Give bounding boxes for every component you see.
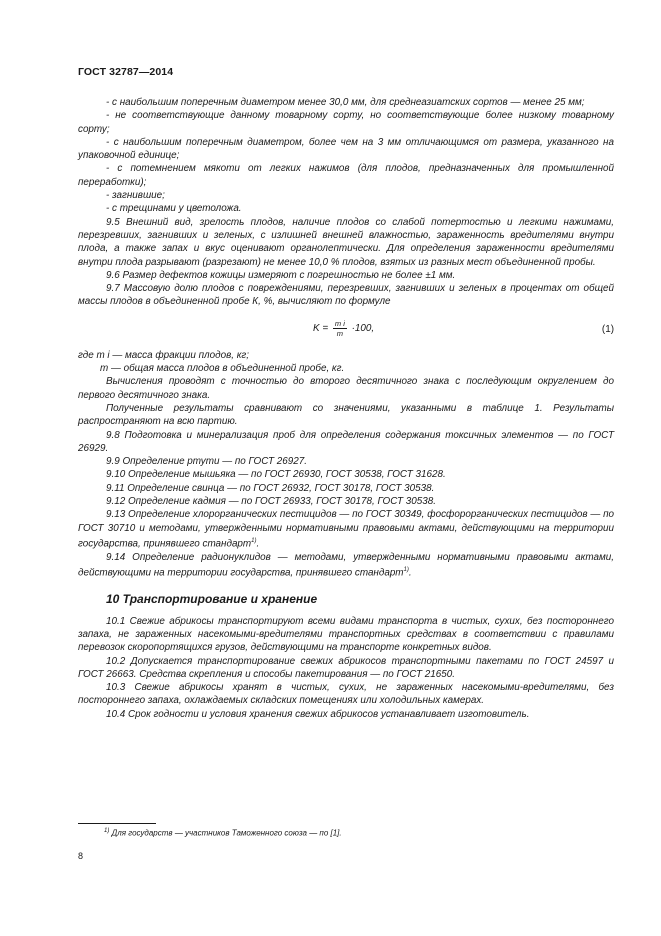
paragraph: 9.5 Внешний вид, зрелость плодов, наличие плодов со слабой потертостью и легкими нажимами, перезревших, загнивших и зеленых, с излишней внешней влажностью, зараженность вредителями внутри плода, а также запах и вкус оценивают органолептически. Для определения зараженности вредителями внутри плода разрывают (разрезают) не менее 10,0 % плодов, взятых из разных мест объединенной пробы. (78, 216, 614, 268)
page-body (78, 96, 614, 721)
paragraph: - загнившие; (106, 190, 165, 202)
paragraph: 10.2 Допускается транспортирование свежих абрикосов транспортными пакетами по ГОСТ 24597 и ГОСТ 26663. Средства скрепления и способы пакетирования — по ГОСТ 21650. (78, 655, 614, 680)
footnote-ref: 1) (251, 537, 257, 544)
paragraph: 10.3 Свежие абрикосы хранят в чистых, сухих, не зараженных насекомыми-вредителями, без постороннего запаха, охлаждаемых складских помещениях или холодильных камерах. (78, 682, 614, 707)
formula-fraction (333, 319, 347, 338)
document-header: ГОСТ 32787—2014 (78, 66, 174, 78)
paragraph: 9.6 Размер дефектов кожицы измеряют с погрешностью не более ±1 мм. (106, 269, 456, 281)
paragraph-end: . (256, 538, 260, 550)
paragraph: - с наибольшим поперечным диаметром менее 30,0 мм, для среднеазиатских сортов — менее 25 мм; (106, 97, 585, 108)
formula-rhs: ·100, (351, 322, 375, 334)
footnote-mark: 1) (104, 828, 110, 834)
formula-number: (1) (601, 323, 614, 335)
footnote-divider (78, 823, 156, 824)
paragraph: 9.11 Определение свинца — по ГОСТ 26932, ГОСТ 30178, ГОСТ 30538. (106, 482, 435, 494)
paragraph-text: 9.14 Определение радионуклидов — методами, утвержденными нормативными правовыми актами, действующими на территории государства, принявшего стандарт (78, 551, 614, 579)
paragraph: 9.8 Подготовка и минерализация проб для определения содержания токсичных элементов — по ГОСТ 26929. (78, 429, 614, 454)
formula (78, 315, 614, 345)
paragraph-text: 9.13 Определение хлорорганических пестицидов — по ГОСТ 30349, фосфорорганических пестицидов — по ГОСТ 30710 и методами, утвержденными нормативными правовыми актами, действующими на территории государства, принявшего стандарт (78, 509, 614, 550)
paragraph: Вычисления проводят с точностью до второго десятичного знака с последующим округлением до первого десятичного знака. (78, 376, 614, 401)
where-line: где m i — масса фракции плодов, кг; (78, 349, 249, 361)
paragraph: 10.1 Свежие абрикосы транспортируют всеми видами транспорта в чистых, сухих, без постороннего запаха, не зараженных насекомыми-вредителями транспортных средствах в соответствии с правилами перевозок скоропортящихся грузов, действующими на транспорте конкретных видов. (78, 615, 614, 654)
paragraph: 10.4 Срок годности и условия хранения свежих абрикосов устанавливает изготовитель. (106, 708, 530, 720)
paragraph: - не соответствующие данному товарному сорту, но соответствующие более низкому товарному сорту; (78, 110, 614, 135)
paragraph: Полученные результаты сравнивают со значениями, указанными в таблице 1. Результаты распространяют на всю партию. (78, 402, 614, 428)
paragraph: - с наибольшим поперечным диаметром, более чем на 3 мм отличающимся от размера, указанного на упаковочной единице; (78, 136, 614, 162)
formula-expression (313, 319, 374, 338)
where-line: m — общая масса плодов в объединенной пробе, кг. (100, 363, 345, 375)
paragraph: 9.7 Массовую долю плодов с повреждениями, перезревших, загнивших и зеленых в процентах от общей массы плодов в объединенной пробе К, %, вычисляют по формуле (78, 283, 614, 308)
paragraph: 9.10 Определение мышьяка — по ГОСТ 26930, ГОСТ 30538, ГОСТ 31628. (106, 469, 446, 481)
footnote-ref: 1) (403, 566, 409, 573)
paragraph: - с трещинами у цветоложа. (106, 203, 242, 215)
paragraph: - с потемнением мякоти от легких нажимов (для плодов, предназначенных для промышленной переработки); (78, 163, 614, 188)
footnote (104, 828, 342, 838)
page-number: 8 (78, 851, 84, 861)
paragraph-end: . (408, 567, 412, 579)
footnote-text: Для государств — участников Таможенного союза — по [1]. (111, 828, 342, 838)
section-title: 10 Транспортирование и хранение (106, 592, 318, 607)
formula-lhs: K = (313, 322, 329, 334)
formula-denominator: m (336, 328, 343, 338)
formula-numerator: m i (334, 318, 345, 328)
paragraph: 9.12 Определение кадмия — по ГОСТ 26933, ГОСТ 30178, ГОСТ 30538. (106, 496, 436, 508)
paragraph (78, 551, 614, 580)
paragraph: 9.9 Определение ртути — по ГОСТ 26927. (106, 456, 307, 468)
paragraph (78, 508, 614, 550)
